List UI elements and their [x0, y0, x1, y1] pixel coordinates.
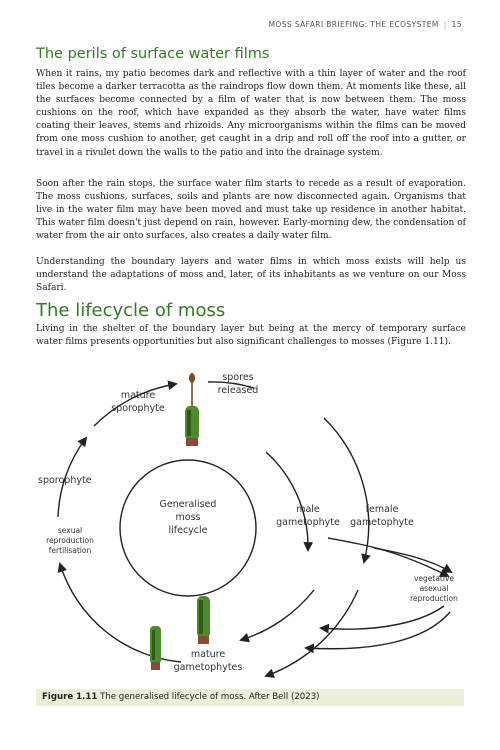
arrow-vegetative-back-2 [306, 612, 450, 649]
paragraph-1: When it rains, my patio becomes dark and reflective with a thin layer of water and the roof tiles become a darker terracotta as the raindrops flow down them. At moments like these, all the surfaces become connected by a film of water that is now between them. The moss cushions on the roof, which have expanded as they absorb the water, have water films coating their leaves, stems and rhizoids. Any microorganisms within the films can be moved from one moss cushion to another, get caught in a drip and roll off the roof into a gutter, or travel in a rivulet down the walls to the patio and into the drainage system. [36, 69, 466, 158]
arc-gametophytes-to-sexual [60, 564, 181, 662]
page-number: 15 [451, 20, 462, 29]
label-spores-1: spores [222, 372, 254, 383]
label-female-2: gametophyte [350, 517, 414, 528]
figure-caption [36, 689, 464, 706]
paragraph-2: Soon after the rain stops, the surface water film starts to recede as a result of evaporation. The moss cushions, surfaces, soils and plants are now disconnected again. Organisms that live in the water film may have been moved and must take up residence in another habitat. This water film doesn't just depend on rain, however. Early-morning dew, the condensation of water from the air onto surfaces, also creates a daily water film. [36, 179, 466, 242]
arrow-male-to-vegetative [328, 538, 448, 576]
header-separator: | [443, 20, 447, 29]
label-mature-sporophyte-2: sporophyte [111, 403, 165, 414]
label-sexual-2: reproduction [46, 536, 94, 545]
running-header [269, 20, 462, 29]
label-vegetative-1: vegetative [413, 574, 455, 583]
moss-lifecycle-diagram [36, 360, 464, 685]
arrow-vegetative-back-1 [321, 606, 444, 629]
paragraph-intro: Living in the shelter of the boundary layer but being at the mercy of temporary surface water films presents opportunities but also significant challenges to mosses (Figure 1.11). [36, 324, 466, 348]
arc-spores-to-female [324, 418, 369, 562]
label-male-2: gametophyte [276, 517, 340, 528]
figure-number: Figure 1.11 [42, 692, 98, 702]
label-sexual-3: fertilisation [48, 546, 92, 555]
mature-sporophyte-illustration [185, 373, 199, 446]
label-vegetative-3: reproduction [410, 594, 458, 603]
running-title: MOSS SAFARI BRIEFING: THE ECOSYSTEM [268, 20, 439, 29]
label-sporophyte: sporophyte [38, 475, 92, 486]
label-male-1: male [296, 504, 320, 515]
figure-caption-text: The generalised lifecycle of moss. After Bell (2023) [100, 692, 320, 702]
label-vegetative-2: asexual [419, 584, 449, 593]
section-heading-perils: The perils of surface water films [36, 46, 270, 62]
center-label-3: lifecycle [168, 525, 208, 536]
paragraph-3: Understanding the boundary layers and water films in which moss exists will help us understand the adaptations of moss and, later, of its inhabitants as we venture on our Moss Safari. [36, 257, 466, 294]
gametophyte-illustration-1 [150, 626, 161, 670]
label-mature-sporophyte-1: mature [120, 390, 156, 401]
gametophyte-illustration-2 [197, 596, 210, 644]
arc-female-to-gametophytes [266, 590, 358, 676]
label-gametophytes-2: gametophytes [173, 662, 243, 673]
label-female-1: female [365, 504, 399, 515]
label-spores-2: released [217, 385, 259, 396]
center-label-1: Generalised [159, 499, 217, 510]
center-label-2: moss [175, 512, 201, 523]
label-sexual-1: sexual [57, 526, 83, 535]
label-gametophytes-1: mature [190, 649, 226, 660]
section-heading-lifecycle: The lifecycle of moss [36, 300, 226, 321]
arc-male-to-gametophytes [241, 590, 314, 640]
arc-spores-to-male [266, 452, 308, 550]
